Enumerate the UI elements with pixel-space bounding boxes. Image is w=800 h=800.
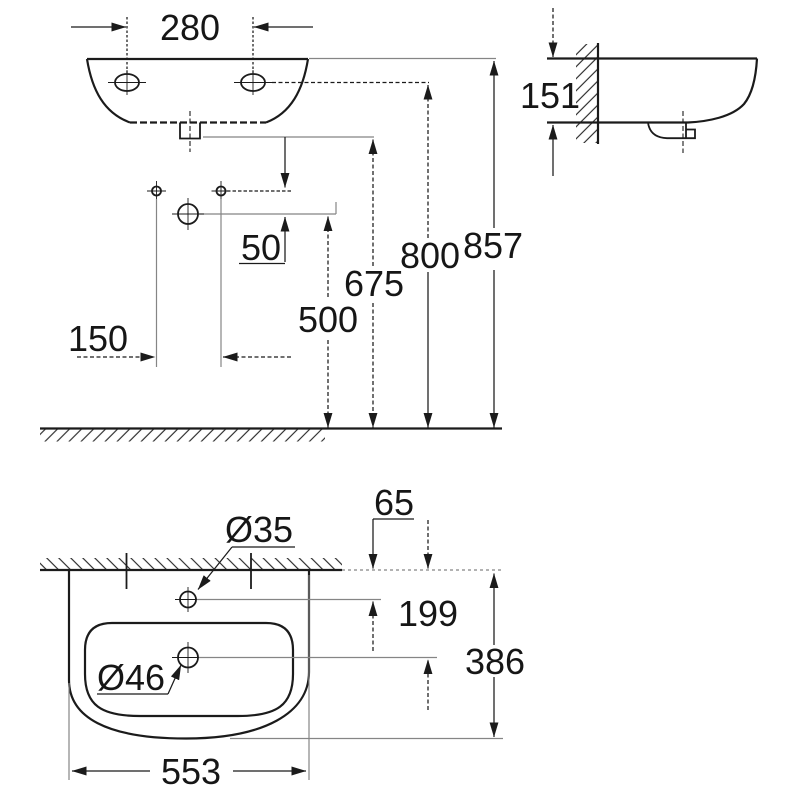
dim-150-label: 150 [67, 318, 129, 359]
wall-hatch-plan [40, 558, 342, 570]
dim-800-label: 800 [399, 235, 461, 276]
dim-857-label: 857 [462, 225, 524, 266]
dim-199-label: 199 [397, 593, 459, 634]
floor-hatch [40, 430, 325, 442]
dim-675-label: 675 [343, 263, 405, 304]
dim-151-label: 151 [519, 75, 581, 116]
dim-386-label: 386 [464, 641, 526, 682]
leader-dia35 [198, 509, 295, 590]
dia46-label: Ø46 [96, 657, 166, 698]
dim-553 [72, 751, 306, 792]
dim-500-label: 500 [297, 299, 359, 340]
mounting-detail [147, 181, 293, 230]
leader-dia46 [97, 657, 181, 698]
dim-50-label: 50 [240, 227, 282, 268]
dim-500 [298, 217, 358, 428]
drain-boss-side [648, 123, 695, 139]
dim-280-label: 280 [159, 7, 221, 48]
dim-800 [400, 85, 460, 428]
basin-profile-side [648, 59, 757, 123]
dim-553-label: 553 [160, 751, 222, 792]
dim-50 [239, 137, 285, 268]
basin-right-side [266, 59, 308, 123]
dim-675 [344, 140, 404, 428]
basin-outer-outline [69, 570, 309, 739]
ground [40, 429, 502, 442]
front-elevation-view [87, 59, 429, 152]
dim-280 [71, 7, 313, 73]
dim-386 [465, 574, 525, 738]
dim-199 [398, 520, 458, 710]
dia46-leader-arrow [168, 665, 181, 694]
dim-151 [520, 8, 580, 176]
dim-150 [68, 199, 291, 367]
dia35-label: Ø35 [224, 509, 294, 550]
dim-65-label: 65 [373, 482, 415, 523]
dim-857 [463, 61, 523, 428]
